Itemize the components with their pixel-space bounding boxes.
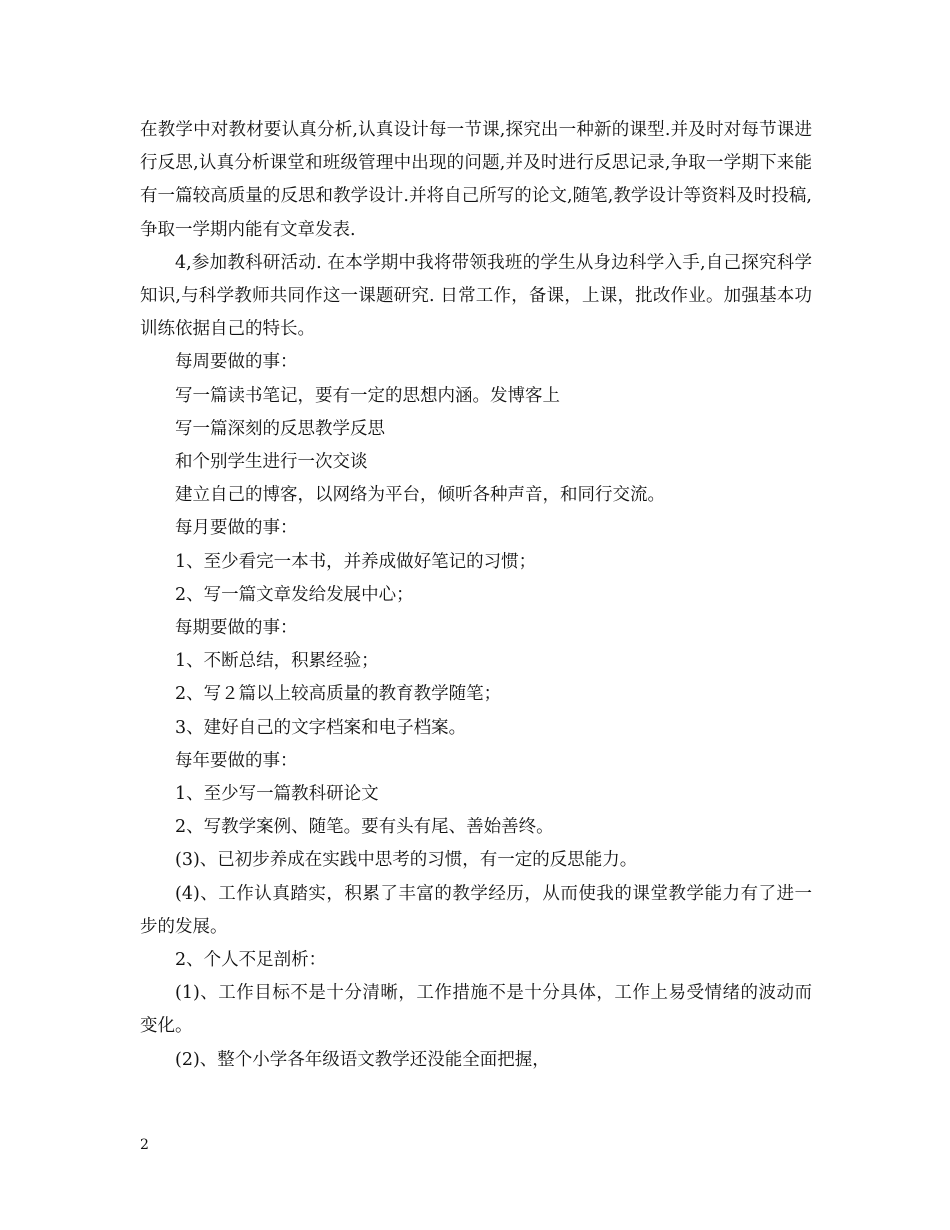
paragraph: (1)、工作目标不是十分清晰，工作措施不是十分具体，工作上易受情绪的波动而变化。	[140, 983, 812, 1037]
paragraph: 每月要做的事：	[175, 518, 298, 539]
paragraph: 建立自己的博客，以网络为平台，倾听各种声音，和同行交流。	[175, 485, 665, 506]
paragraph: 2、个人不足剖析：	[175, 950, 327, 971]
paragraph: 2、写教学案例、随笔。要有头有尾、善始善终。	[175, 817, 554, 838]
paragraph: 2、写一篇文章发给发展中心；	[175, 584, 414, 605]
paragraph: 1、至少写一篇教科研论文	[175, 784, 379, 805]
paragraph: (2)、整个小学各年级语文教学还没能全面把握，	[175, 1049, 550, 1070]
body-text	[140, 114, 812, 1077]
page-number: 2	[140, 1137, 149, 1153]
paragraph: 和个别学生进行一次交谈	[175, 452, 368, 473]
paragraph: 2、写２篇以上较高质量的教育教学随笔；	[175, 684, 502, 705]
paragraph: 3、建好自己的文字档案和电子档案。	[175, 717, 467, 738]
paragraph: 写一篇读书笔记，要有一定的思想内涵。发博客上	[175, 385, 560, 406]
paragraph: 1、至少看完一本书，并养成做好笔记的习惯；	[175, 551, 537, 572]
paragraph: 1、不断总结，积累经验；	[175, 651, 379, 672]
paragraph: (3)、已初步养成在实践中思考的习惯，有一定的反思能力。	[175, 850, 638, 871]
paragraph: 每周要做的事：	[175, 352, 298, 373]
paragraph: 写一篇深刻的反思教学反思	[175, 418, 385, 439]
paragraph: 每年要做的事：	[175, 750, 298, 771]
paragraph: 在教学中对教材要认真分析,认真设计每一节课,探究出一种新的课型.并及时对每节课进行反思,认真分析课堂和班级管理中出现的问题,并及时进行反思记录,争取一学期下来能有一篇较高质量的反思和教学设计.并将自己所写的论文,随笔,教学设计等资料及时投稿,争取一学期内能有文章发表.	[140, 120, 812, 240]
paragraph: 4,参加教科研活动. 在本学期中我将带领我班的学生从身边科学入手,自己探究科学知识,与科学教师共同作这一课题研究. 日常工作，备课，上课，批改作业。加强基本功训练依据自己的特长。	[140, 252, 812, 340]
paragraph: 每期要做的事：	[175, 618, 298, 639]
paragraph: (4)、工作认真踏实，积累了丰富的教学经历，从而使我的课堂教学能力有了进一步的发展。	[140, 883, 812, 937]
